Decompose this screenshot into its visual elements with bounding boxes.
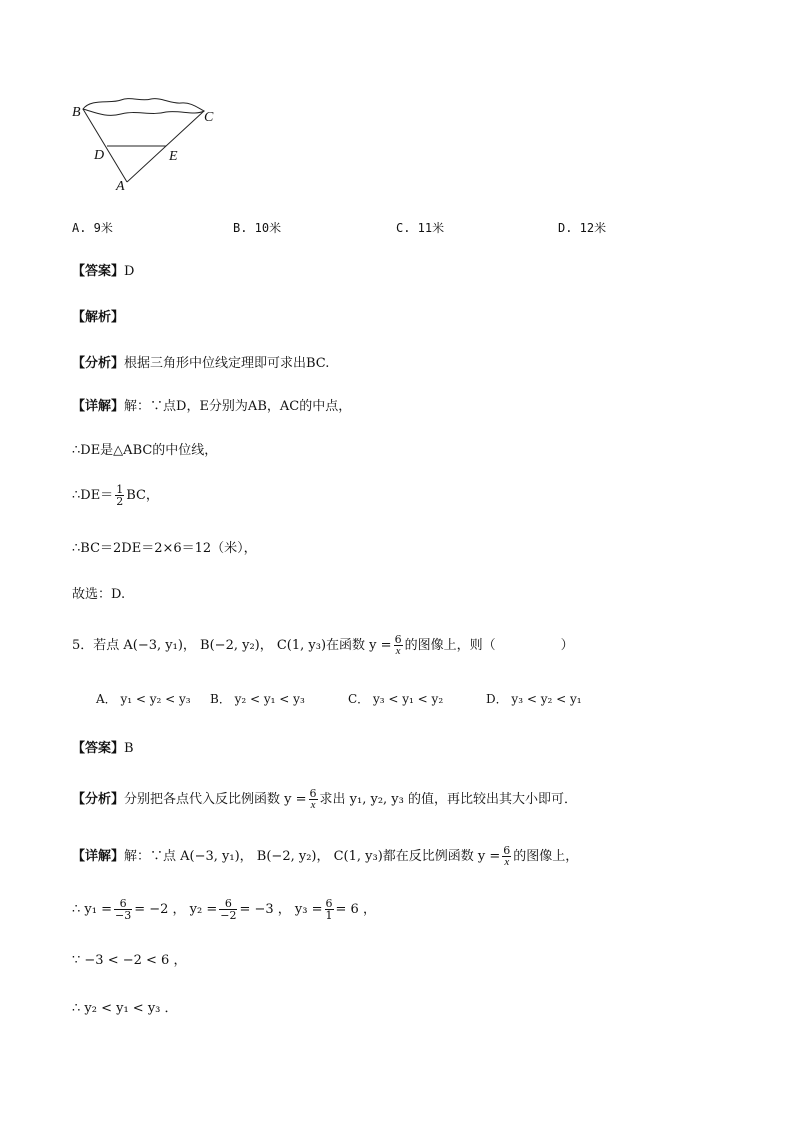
q5-stem-post: 的图像上，则（ ） xyxy=(404,638,574,653)
label-d: D xyxy=(94,148,105,163)
xiangjie-pre: 解：∵点 A(−3, y₁)， B(−2, y₂)， C(1, y₃)都在反比例函数 y = xyxy=(124,849,501,864)
answer-tag: 【答案】 xyxy=(72,264,125,279)
fraction-numerator: 6 xyxy=(394,633,402,646)
q5-answer xyxy=(72,741,134,757)
q5-calc xyxy=(72,898,376,921)
q5-stem-pre: 5．若点 A(−3, y₁)， B(−2, y₂)， C(1, y₃)在函数 y = xyxy=(72,638,392,653)
xiangjie-fraction xyxy=(502,845,511,868)
half-fraction xyxy=(115,484,124,507)
q4-option-b: B. 10米 xyxy=(233,221,282,235)
calc-y1-pre: ∴ y₁ = xyxy=(72,902,112,917)
q5-stem xyxy=(72,634,574,657)
q4-line1: ∴DE是△ABC的中位线， xyxy=(72,443,218,458)
calc-fraction-1 xyxy=(114,898,132,921)
label-e: E xyxy=(169,149,178,164)
fraction-denominator: 2 xyxy=(116,495,124,508)
q5-option-a: A． y₁ < y₂ < y₃ xyxy=(96,692,191,706)
answer-value: D xyxy=(124,264,135,279)
xiangjie-post: 的图像上， xyxy=(513,849,579,864)
q4-line2 xyxy=(72,484,159,507)
xiangjie-tag: 【详解】 xyxy=(72,399,125,414)
fenxi-text: 根据三角形中位线定理即可求出BC. xyxy=(124,356,330,371)
q4-analysis-tag: 【解析】 xyxy=(72,310,125,325)
calc-fraction-3 xyxy=(325,898,334,921)
q5-option-b: B． y₂ < y₁ < y₃ xyxy=(210,692,305,706)
q5-inequality: ∵ −3 < −2 < 6 ， xyxy=(72,953,187,968)
q5-stem-fraction xyxy=(394,634,403,657)
fenxi-tag: 【分析】 xyxy=(72,792,125,807)
fraction-numerator: 6 xyxy=(224,897,232,910)
q5-xiangjie xyxy=(72,845,578,868)
water-surface-curve xyxy=(83,99,204,116)
fraction-denominator: x xyxy=(502,856,511,868)
q4-option-d: D. 12米 xyxy=(558,221,607,235)
q4-line4: 故选：D. xyxy=(72,587,126,602)
xiangjie-tag: 【详解】 xyxy=(72,849,125,864)
q5-option-c: C． y₃ < y₁ < y₂ xyxy=(348,692,444,706)
fraction-numerator: 6 xyxy=(325,897,333,910)
fraction-numerator: 6 xyxy=(503,844,511,857)
fraction-denominator: x xyxy=(309,799,318,811)
fraction-numerator: 6 xyxy=(119,897,127,910)
calc-y2-pre: = −2 ， y₂ = xyxy=(134,902,218,917)
q5-option-d: D． y₃ < y₂ < y₁ xyxy=(486,692,582,706)
fenxi-tag: 【分析】 xyxy=(72,356,125,371)
q4-answer xyxy=(72,264,134,280)
calc-y3-pre: = −3 ， y₃ = xyxy=(239,902,323,917)
line2-pre: ∴DE＝ xyxy=(72,488,114,503)
q4-xiangjie xyxy=(72,399,351,415)
calc-end: = 6 ， xyxy=(335,902,376,917)
q5-fenxi xyxy=(72,788,577,811)
fraction-numerator: 6 xyxy=(309,787,317,800)
fraction-numerator: 1 xyxy=(116,483,124,496)
label-c: C xyxy=(204,110,214,125)
answer-tag: 【答案】 xyxy=(72,741,125,756)
fenxi-pre: 分别把各点代入反比例函数 y = xyxy=(124,792,307,807)
q4-option-a: A. 9米 xyxy=(72,221,113,235)
fraction-denominator: x xyxy=(394,645,403,657)
label-b: B xyxy=(72,105,81,120)
label-a: A xyxy=(116,179,125,194)
q4-option-c: C. 11米 xyxy=(396,221,445,235)
xiangjie-text: 解：∵点D，E分别为AB，AC的中点， xyxy=(124,399,352,414)
line2-post: BC， xyxy=(126,488,159,503)
q4-line3: ∴BC＝2DE＝2×6＝12（米）， xyxy=(72,541,257,556)
trapezoid-figure xyxy=(66,90,226,195)
fenxi-post: 求出 y₁, y₂, y₃ 的值，再比较出其大小即可． xyxy=(319,792,577,807)
fraction-denominator: −2 xyxy=(220,909,237,922)
q5-conclusion: ∴ y₂ < y₁ < y₃ ． xyxy=(72,1001,178,1016)
q4-fenxi xyxy=(72,356,329,372)
fenxi-fraction xyxy=(309,788,318,811)
answer-value: B xyxy=(124,741,134,756)
calc-fraction-2 xyxy=(219,898,237,921)
fraction-denominator: −3 xyxy=(114,909,132,922)
fraction-denominator: 1 xyxy=(325,909,333,922)
